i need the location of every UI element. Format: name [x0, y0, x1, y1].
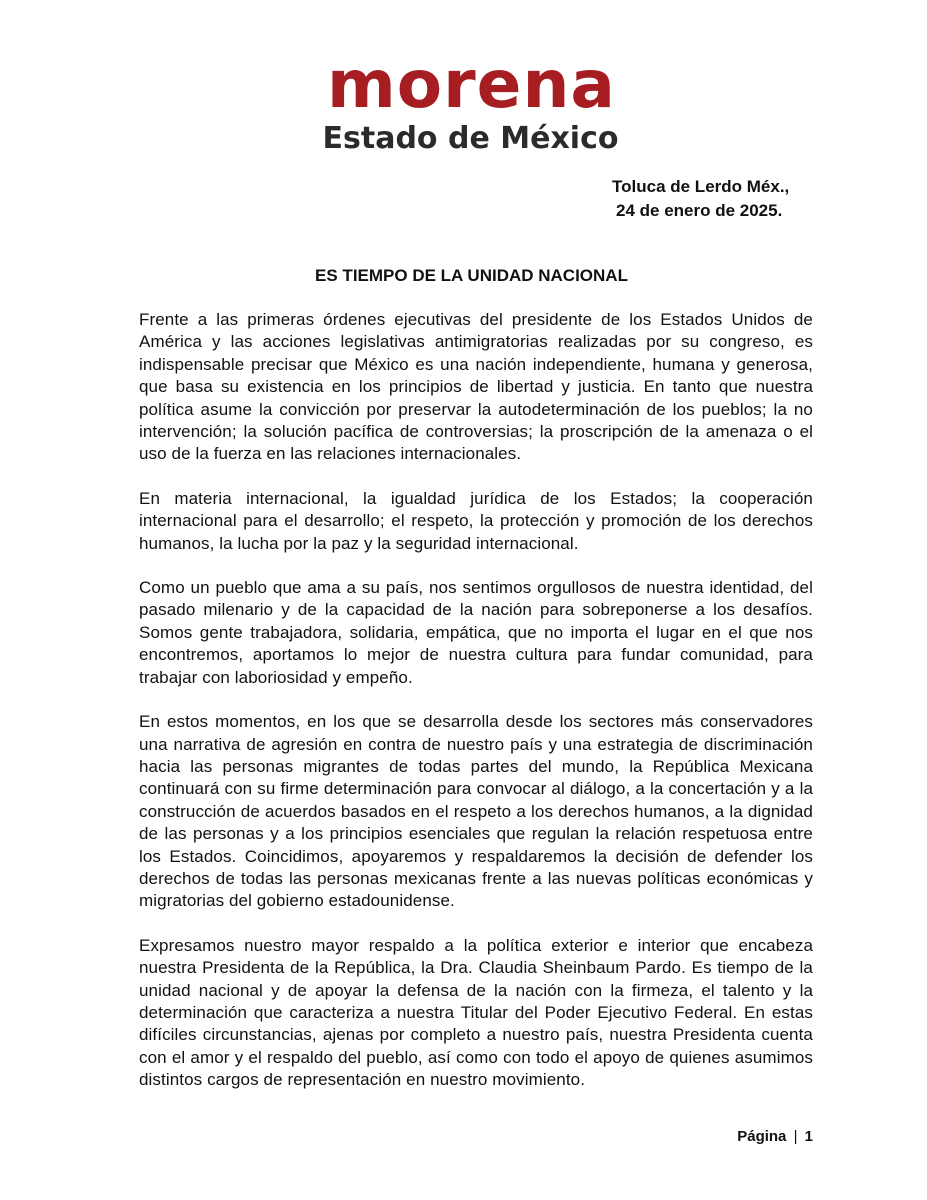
date-line: 24 de enero de 2025.: [616, 201, 783, 220]
paragraph: Como un pueblo que ama a su país, nos sentimos orgullosos de nuestra identidad, del pasado milenario y de la capacidad de la nación para sobreponerse a los desafíos. Somos gente trabajadora, solidaria, empática, que no importa el lugar en el que nos encontremos, aportamos lo mejor de nuestra cultura para fundar comunidad, para trabajar con laboriosidad y empeño.: [139, 578, 813, 687]
page-number: 1: [804, 1128, 813, 1145]
place-line: Toluca de Lerdo Méx.,: [612, 177, 790, 196]
paragraph: Frente a las primeras órdenes ejecutivas del presidente de los Estados Unidos de América y las acciones legislativas antimigratorias realizadas por su congreso, es indispensable precisar que México es una nación independiente, humana y generosa, que basa su existencia en los principios de libertad y justicia. En tanto que nuestra política asume la convicción por preservar la autodeterminación de los pueblos; la no intervención; la solución pacífica de controversias; la proscripción de la amenaza o el uso de la fuerza en las relaciones internacionales.: [139, 310, 813, 464]
paragraph: En materia internacional, la igualdad jurídica de los Estados; la cooperación internacional para el desarrollo; el respeto, la protección y promoción de los derechos humanos, la lucha por la paz y la seguridad internacional.: [139, 488, 813, 553]
page-footer: [737, 1128, 813, 1145]
place-date-block: [612, 175, 872, 223]
paragraph: En estos momentos, en los que se desarrolla desde los sectores más conservadores una narrativa de agresión en contra de nuestro país y una estrategia de discriminación hacia las personas migrantes de todas partes del mundo, la República Mexicana continuará con su firme determinación para convocar al diálogo, a la concertación y a la construcción de acuerdos basados en el respeto a los derechos humanos, a la dignidad de las personas y a los principios esenciales que regulan la relación respetuosa entre los Estados. Coincidimos, apoyaremos y respaldaremos la decisión de defender los derechos de todas las personas mexicanas frente a las nuevas políticas económicas y migratorias del gobierno estadounidense.: [139, 712, 813, 911]
party-logo: [0, 46, 927, 156]
logo-wordmark: morena: [327, 46, 616, 123]
page-label: Página: [737, 1128, 787, 1145]
document-title: ES TIEMPO DE LA UNIDAD NACIONAL: [315, 266, 628, 285]
paragraph: Expresamos nuestro mayor respaldo a la política exterior e interior que encabeza nuestra Presidenta de la República, la Dra. Claudia Sheinbaum Pardo. Es tiempo de la unidad nacional y de apoyar la defensa de la nación con la firmeza, el talento y la determinación que caracteriza a nuestra Titular del Poder Ejecutivo Federal. En estas difíciles circunstancias, ajenas por completo a nuestro país, nuestra Presidenta cuenta con el amor y el respaldo del pueblo, así como con todo el apoyo de quienes asumimos distintos cargos de representación en nuestro movimiento.: [139, 935, 813, 1090]
document-body: [139, 309, 813, 1114]
page-separator: |: [793, 1128, 798, 1145]
logo-subtitle: Estado de México: [322, 121, 619, 156]
